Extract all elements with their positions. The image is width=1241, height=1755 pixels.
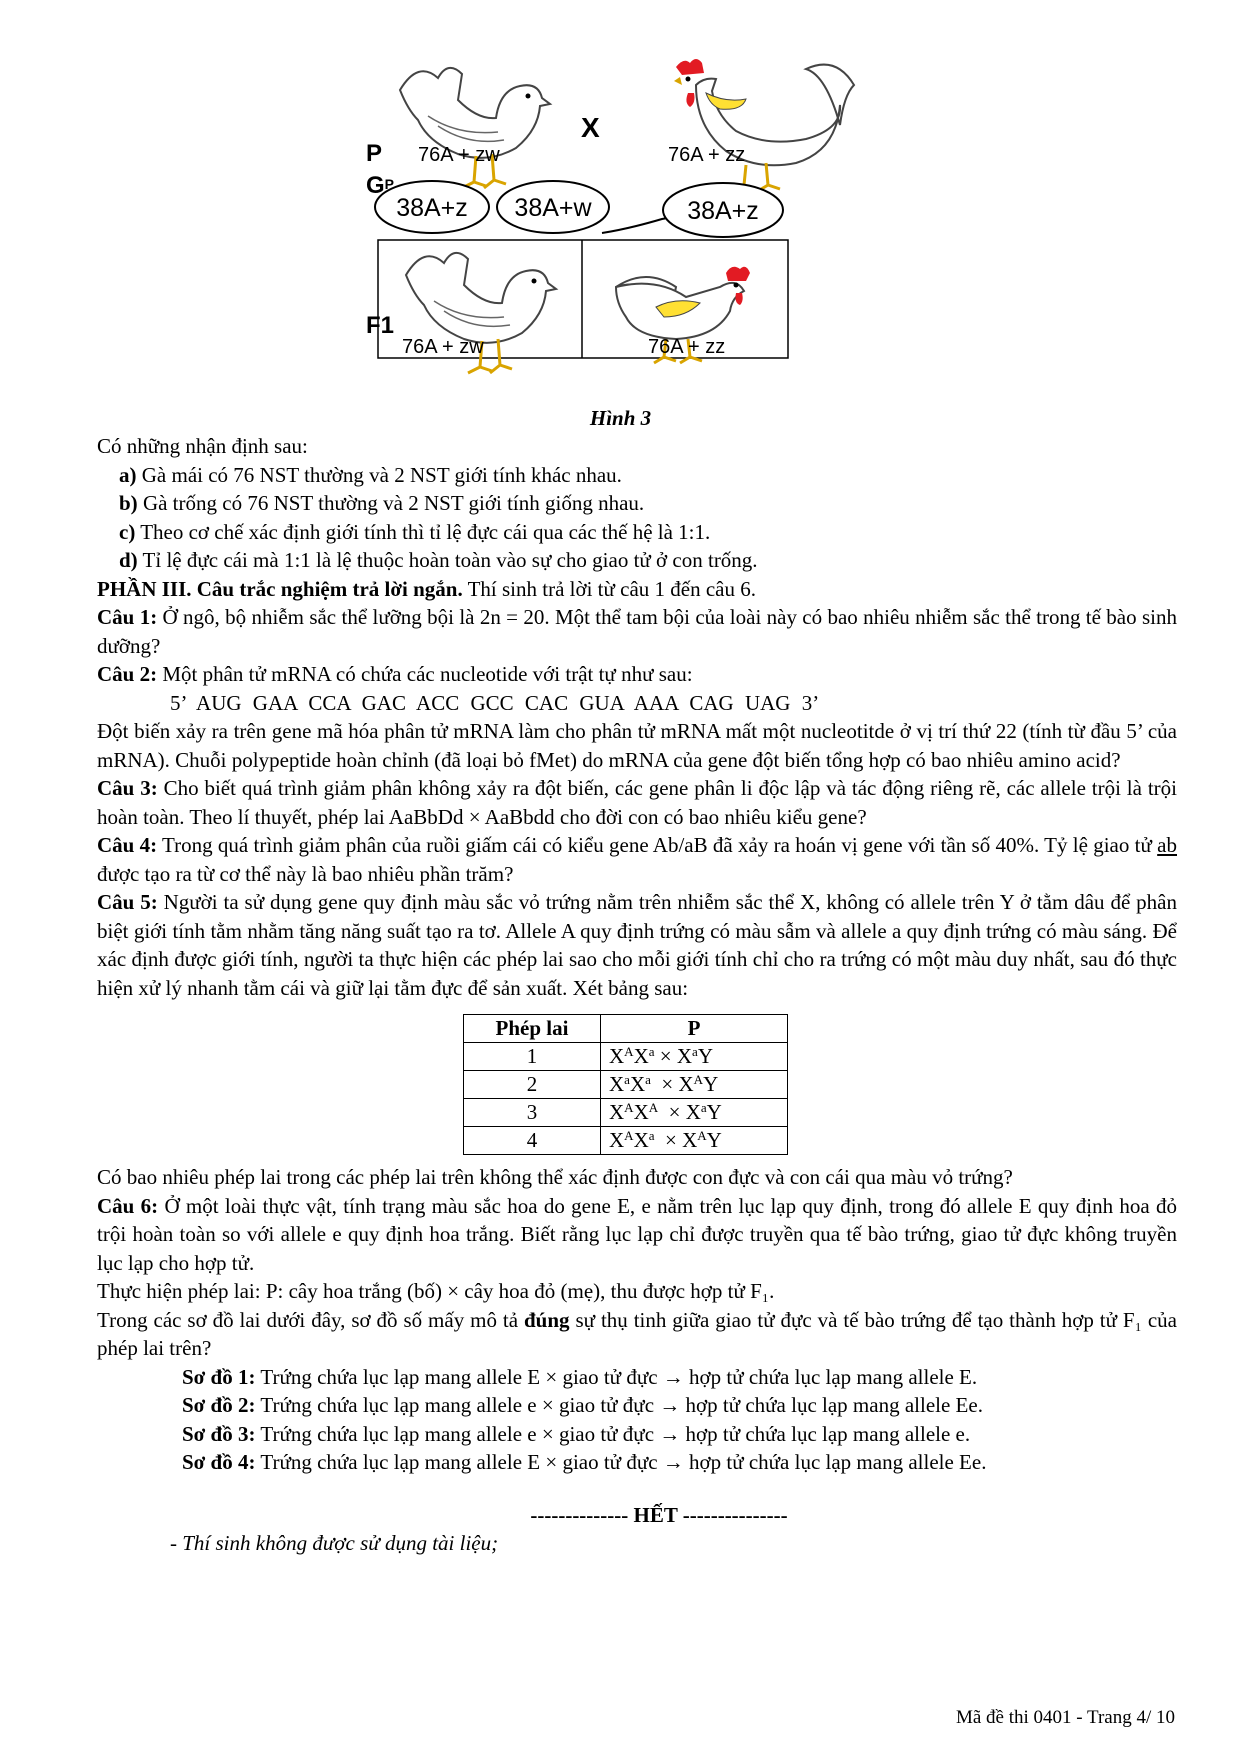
chicken-sex-determination-figure <box>366 55 878 400</box>
question-6-cross: Thực hiện phép lai: P: cây hoa trắng (bố) × cây hoa đỏ (mẹ), thu được hợp tử F₁. <box>97 1279 775 1303</box>
table-row <box>464 1071 788 1099</box>
table-cell: $X^AX^a \times X^AY$ <box>601 1127 788 1155</box>
p-male-karyotype: 76A + zz <box>668 144 746 166</box>
sperm-tail <box>602 215 669 233</box>
exam-note: - Thí sinh không được sử dụng tài liệu; <box>170 1531 499 1555</box>
question-1: Câu 1: Ở ngô, bộ nhiễm sắc thể lưỡng bội là 2n = 20. Một thể tam bội của loài này có bao nhiêu nhiễm sắc thể trong tế bào sinh dưỡng? <box>97 605 1177 658</box>
gp-label: GP <box>366 172 395 199</box>
statement-c: c) Theo cơ chế xác định giới tính thì tỉ lệ đực cái qua các thế hệ là 1:1. <box>119 519 711 544</box>
p-female-karyotype: 76A + zw <box>418 144 500 166</box>
part3-heading: PHẦN III. Câu trắc nghiệm trả lời ngắn. Thí sinh trả lời từ câu 1 đến câu 6. <box>97 576 757 601</box>
gamete-3-label: 38A+z <box>687 197 759 225</box>
cross-table <box>463 1014 788 1155</box>
question-2: Câu 2: Một phân tử mRNA có chứa các nucleotide với trật tự như sau: <box>97 662 693 686</box>
gamete-2-label: 38A+w <box>514 194 592 222</box>
table-cell: $X^AX^a \times X^aY$ <box>601 1043 788 1071</box>
table-cell: 2 <box>464 1071 601 1099</box>
diagram-4: Sơ đồ 4: Trứng chứa lục lạp mang allele E × giao tử đực → hợp tử chứa lục lạp mang allele Ee. <box>182 1450 987 1474</box>
f1-female-karyotype: 76A + zw <box>402 336 484 358</box>
question-4: Câu 4: Trong quá trình giảm phân của ruồi giấm cái có kiểu gene Ab/aB đã xảy ra hoán vị gene với tần số 40%. Tỷ lệ giao tử ab được tạo ra từ cơ thể này là bao nhiêu phần trăm? <box>97 833 1177 886</box>
table-cell: $X^AX^A \times X^aY$ <box>601 1099 788 1127</box>
document-body <box>97 432 1177 1558</box>
mrna-sequence: 5’ AUG GAA CCA GAC ACC GCC CAC GUA AAA CAG UAG 3’ <box>170 690 820 715</box>
question-6-prompt: Trong các sơ đồ lai dưới đây, sơ đồ số mấy mô tả đúng sự thụ tinh giữa giao tử đực và tế bào trứng để tạo thành hợp tử F₁ của phép lai trên? <box>97 1307 1178 1360</box>
page-footer: Mã đề thi 0401 - Trang 4/ 10 <box>955 1707 1175 1728</box>
f1-label: F1 <box>366 312 395 339</box>
diagram-1: Sơ đồ 1: Trứng chứa lục lạp mang allele E × giao tử đực → hợp tử chứa lục lạp mang allele E. <box>182 1364 978 1389</box>
question-3: Câu 3: Cho biết quá trình giảm phân không xảy ra đột biến, các gene phân li độc lập và tác động riêng rẽ, các allele trội là trội hoàn toàn. Theo lí thuyết, phép lai AaBbDd × AaBbdd cho đời con có bao nhiêu kiểu gene? <box>97 776 1177 829</box>
question-6: Câu 6: Ở một loài thực vật, tính trạng màu sắc hoa do gene E, e nằm trên lục lạp quy định, trong đó allele E quy định hoa đỏ trội hoàn toàn so với allele e quy định hoa trắng. Biết rằng lục lạp chỉ được truyền qua tế bào trứng, giao tử đực không truyền lục lạp cho hợp tử. <box>97 1193 1177 1275</box>
table-row <box>464 1043 788 1071</box>
table-header-row <box>464 1015 788 1043</box>
diagram-3: Sơ đồ 3: Trứng chứa lục lạp mang allele e × giao tử đực → hợp tử chứa lục lạp mang allele e. <box>182 1421 971 1446</box>
table-cell: 1 <box>464 1043 601 1071</box>
hen-icon <box>400 68 550 188</box>
diagram-2: Sơ đồ 2: Trứng chứa lục lạp mang allele e × giao tử đực → hợp tử chứa lục lạp mang allele Ee. <box>182 1393 983 1417</box>
table-cell: 3 <box>464 1099 601 1127</box>
cross-symbol: X <box>581 112 600 143</box>
statements-intro: Có những nhận định sau: <box>97 434 308 458</box>
table-header: P <box>601 1015 788 1043</box>
rooster-icon <box>674 59 854 191</box>
p-label: P <box>366 140 383 167</box>
table-row <box>464 1127 788 1155</box>
table-row <box>464 1099 788 1127</box>
comb <box>676 59 704 75</box>
question-2-body: Đột biến xảy ra trên gene mã hóa phân tử mRNA làm cho phân tử mRNA mất một nucleotitde ở vị trí thứ 22 (tính từ đầu 5’ của mRNA). Chuỗi polypeptide hoàn chỉnh (đã loại bỏ fMet) do mRNA của gene đột biến tổng hợp có bao nhiêu amino acid? <box>97 719 1177 772</box>
table-cell: $X^aX^a \times X^AY$ <box>601 1071 788 1099</box>
end-marker: -------------- HẾT --------------- <box>530 1502 788 1527</box>
gamete-1-label: 38A+z <box>396 194 468 222</box>
statement-a: a) Gà mái có 76 NST thường và 2 NST giới tính khác nhau. <box>119 462 622 487</box>
question-5: Câu 5: Người ta sử dụng gene quy định màu sắc vỏ trứng nằm trên nhiễm sắc thể X, không có allele trên Y ở tằm dâu để phân biệt giới tính tằm nhằm tăng năng suất tạo ra tơ. Allele A quy định trứng có màu sẫm và allele a quy định trứng có màu sáng. Để xác định được giới tính, người ta thực hiện các phép lai sao cho mỗi giới tính chỉ cho ra trứng có một màu duy nhất, sau đó thực hiện xử lý nhanh tằm cái và giữ lại tằm đực để sản xuất. Xét bảng sau: <box>97 890 1177 1000</box>
statement-b: b) Gà trống có 76 NST thường và 2 NST giới tính giống nhau. <box>119 491 645 515</box>
figure-svg <box>366 55 878 400</box>
question-5-prompt: Có bao nhiêu phép lai trong các phép lai trên không thể xác định được con đực và con cái qua màu vỏ trứng? <box>97 1165 1013 1189</box>
f1-male-karyotype: 76A + zz <box>648 336 726 358</box>
figure-caption: Hình 3 <box>589 406 652 430</box>
table-cell: 4 <box>464 1127 601 1155</box>
table-header: Phép lai <box>464 1015 601 1043</box>
statement-d: d) Tỉ lệ đực cái mà 1:1 là lệ thuộc hoàn toàn vào sự cho giao tử ở con trống. <box>119 548 758 572</box>
